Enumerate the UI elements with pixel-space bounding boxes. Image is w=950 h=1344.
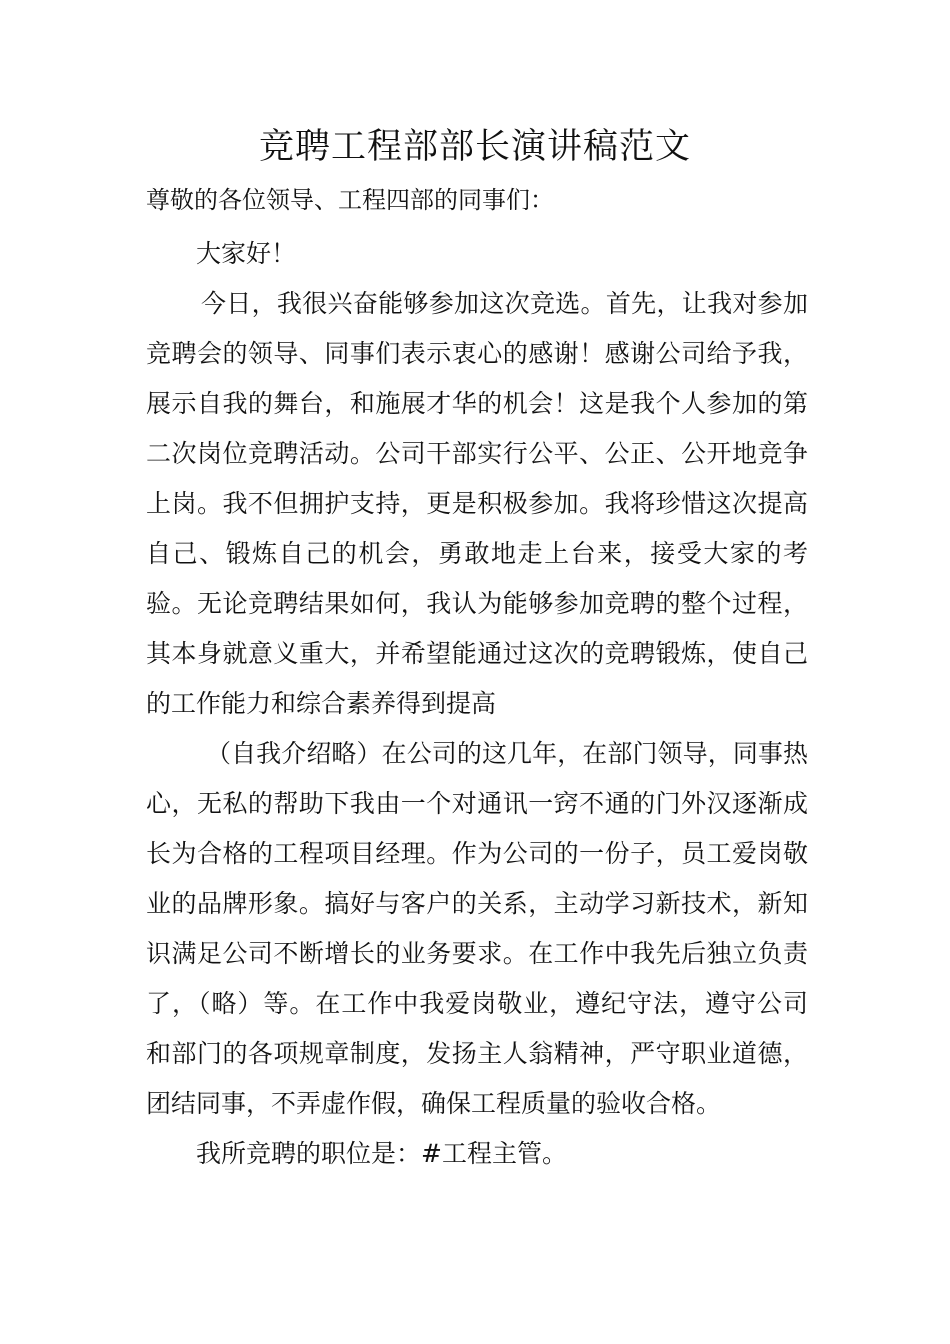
paragraph-self-introduction: （自我介绍略）在公司的这几年，在部门领导，同事热心，无私的帮助下我由一个对通讯一窍不通的门外汉逐渐成长为合格的工程项目经理。作为公司的一份子，员工爱岗敬业的品牌形象。搞好与客户的关系，主动学习新技术，新知识满足公司不断增长的业务要求。在工作中我先后独立负责了，（略）等。在工作中我爱岗敬业，遵纪守法，遵守公司和部门的各项规章制度，发扬主人翁精神，严守职业道德，团结同事，不弄虚作假，确保工程质量的验收合格。 [146, 739, 808, 1118]
document-body [146, 229, 808, 1179]
paragraph-position: 我所竞聘的职位是：#工程主管。 [196, 1139, 567, 1168]
salutation: 尊敬的各位领导、工程四部的同事们： [146, 186, 554, 214]
paragraph-opening: 今日，我很兴奋能够参加这次竞选。首先，让我对参加竞聘会的领导、同事们表示衷心的感谢！感谢公司给予我，展示自我的舞台，和施展才华的机会！这是我个人参加的第二次岗位竞聘活动。公司干部实行公平、公正、公开地竞争上岗。我不但拥护支持，更是积极参加。我将珍惜这次提高自己、锻炼自己的机会，勇敢地走上台来，接受大家的考验。无论竞聘结果如何，我认为能够参加竞聘的整个过程，其本身就意义重大，并希望能通过这次的竞聘锻炼，使自己的工作能力和综合素养得到提高 [146, 289, 808, 718]
document-title: 竞聘工程部部长演讲稿范文 [258, 127, 691, 167]
paragraph-greeting: 大家好！ [196, 239, 297, 268]
